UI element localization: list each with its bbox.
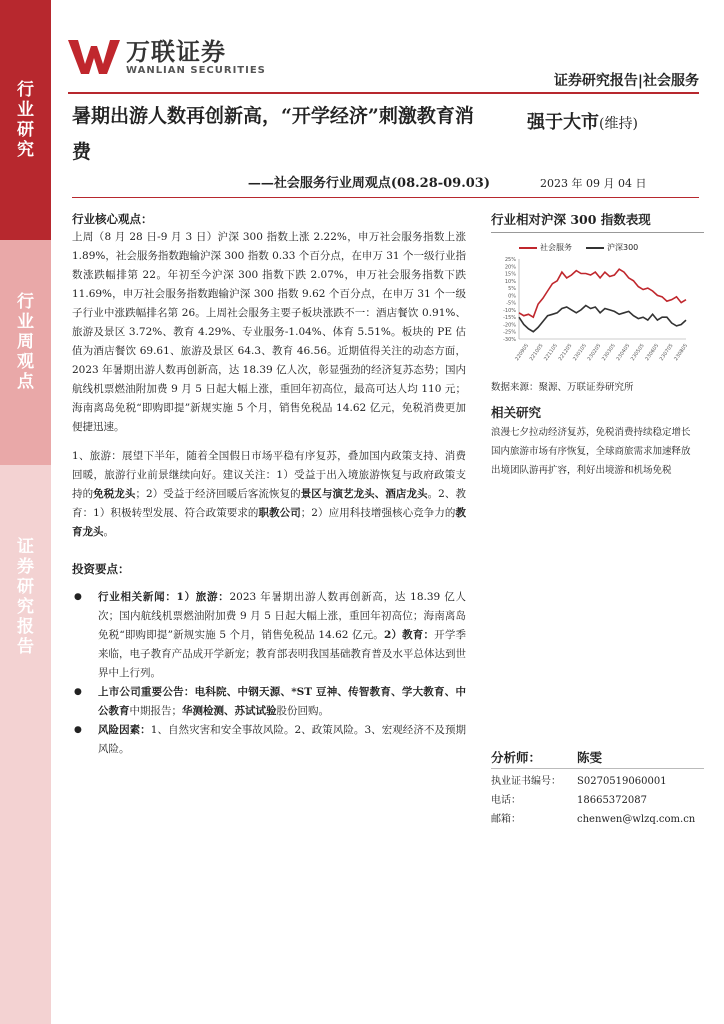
x-tick-label: 221005 xyxy=(528,342,545,362)
sidebar-section-securities-report: 证券研究报告 xyxy=(0,465,51,1024)
cert-number: S0270519060001 xyxy=(577,776,667,787)
x-tick-label: 230805 xyxy=(673,342,690,362)
chart-title: 行业相对沪深 300 指数表现 xyxy=(491,210,704,233)
x-tick-label: 221205 xyxy=(557,342,574,362)
chart-legend xyxy=(519,242,704,253)
cert-label: 执业证书编号： xyxy=(491,776,561,787)
analyst-info xyxy=(491,748,704,826)
related-research-item[interactable]: 国内旅游市场有序恢复，全球商旅需求加速释放 xyxy=(491,446,691,457)
report-subtitle: ——社会服务行业周观点(08.28-09.03) xyxy=(247,176,490,191)
email-address[interactable]: chenwen@wlzq.com.cn xyxy=(577,814,696,825)
x-tick-label: 230405 xyxy=(615,342,632,362)
legend-item: 沪深300 xyxy=(586,242,638,253)
logo-english-name: WANLIAN SECURITIES xyxy=(126,64,266,76)
x-tick-label: 230705 xyxy=(658,342,675,362)
investment-points-list xyxy=(72,588,466,759)
core-view-heading: 行业核心观点： xyxy=(72,212,153,226)
y-tick-label: -10% xyxy=(503,307,516,314)
phone-label: 电话： xyxy=(491,795,521,806)
sidebar-section-industry-research: 行业研究 xyxy=(0,0,51,240)
y-tick-label: -25% xyxy=(503,329,516,336)
rating xyxy=(527,108,638,134)
wanlian-logo-icon xyxy=(68,38,120,76)
related-research-heading: 相关研究 xyxy=(491,405,542,420)
x-tick-label: 230305 xyxy=(600,342,617,362)
analyst-name: 陈雯 xyxy=(577,750,603,765)
report-title: 暑期出游人数再创新高，“开学经济”刺激教育消费 xyxy=(72,105,474,163)
rating-value: 强于大市 xyxy=(527,112,599,133)
related-research-item[interactable]: 出境团队游再扩容，利好出境游和机场免税 xyxy=(491,465,672,476)
related-research-item[interactable]: 浪漫七夕拉动经济复苏，免税消费持续稳定增长 xyxy=(491,427,691,438)
analyst-label: 分析师： xyxy=(491,750,542,765)
x-tick-label: 230105 xyxy=(572,342,588,362)
series-line-沪深300 xyxy=(519,306,686,332)
recommendation-paragraph: 1、旅游：展望下半年，随着全国假日市场平稳有序复苏，叠加国内政策支持、消费回暖，旅游行业前景继续向好。建议关注：1）受益于出入境旅游恢复与政府政策支持的免税龙头；2）受益于经济回暖后客流恢复的景区与演艺龙头、酒店龙头。2、教育：1）积极转型发展、符合政策要求的职教公司；2）应用科技增强核心竞争力的教育龙头。 xyxy=(72,450,467,538)
y-tick-label: 25% xyxy=(504,257,516,263)
company-logo xyxy=(68,38,266,76)
y-tick-label: 10% xyxy=(504,278,516,285)
title-divider xyxy=(72,197,699,198)
x-tick-label: 230205 xyxy=(586,342,603,362)
report-type: 证券研究报告|社会服务 xyxy=(553,73,699,89)
x-tick-label: 230505 xyxy=(629,342,646,362)
data-source: 数据来源：聚源、万联证券研究所 xyxy=(491,382,634,393)
phone-number: 18665372087 xyxy=(577,795,647,806)
sidebar-section-weekly-view: 行业周观点 xyxy=(0,240,51,465)
y-tick-label: -20% xyxy=(503,322,516,329)
y-tick-label: 5% xyxy=(508,286,516,293)
legend-item: 社会服务 xyxy=(519,242,572,253)
y-tick-label: -15% xyxy=(503,315,516,322)
x-tick-label: 221105 xyxy=(543,342,560,362)
related-research xyxy=(491,403,704,480)
list-item: ● 行业相关新闻：1）旅游：2023 年暑期出游人数再创新高，达 18.39 亿人次；国内航线机票燃油附加费 9 月 5 日起大幅上涨，重回年初高位；海南离岛免税“即购即提”新规实施 5 个月，销售免税品 14.62 亿元。2）教育：开学季来临，电子教育产品成开学新宠；教育部表明我国基础教育普及水平总体达到世界中上行列。 xyxy=(72,588,466,683)
investment-points-heading: 投资要点： xyxy=(72,562,130,576)
main-content xyxy=(72,210,466,759)
email-label: 邮箱： xyxy=(491,814,521,825)
y-tick-label: -5% xyxy=(506,300,516,307)
right-panel xyxy=(491,210,704,480)
y-tick-label: -30% xyxy=(503,337,516,343)
x-tick-label: 230605 xyxy=(644,342,661,362)
header-divider xyxy=(68,92,699,94)
y-tick-label: 15% xyxy=(504,271,516,278)
list-item: ● 风险因素：1、自然灾害和安全事故风险。2、政策风险。3、宏观经济不及预期风险。 xyxy=(72,721,466,759)
core-view-paragraph: 上周（8 月 28 日-9 月 3 日）沪深 300 指数上涨 2.22%，申万社会服务指数上涨 1.89%，社会服务指数跑输沪深 300 指数 0.33 个百分点，在申万 31 个一级行业指数涨跌幅排第 22。年初至今沪深 300 指数下跌 2.07%，申万社会服务指数下跌 11.69%，申万社会服务指数跑输沪深 300 指数 9.62 个百分点，在申万 31 个一级子行业中涨跌幅排名第 26。上周社会服务主要子板块涨跌不一：酒店餐饮 0.91%、旅游及景区 3.72%、教育 4.29%、专业服务-1.04%、体育 5.51%。板块的 PE 估值为酒店餐饮 69.61、旅游及景区 64.3、教育 46.56。近期值得关注的动态方面，2023 年暑期出游人数再创新高，达 18.39 亿人次，彰显强劲的经济复苏态势；国内航线机票燃油附加费 9 月 5 日起大幅上涨，重回年初高位，最高可达人均 110 元；海南离岛免税“即购即提”新规实施 5 个月，销售免税品 14.62 亿元，免税消费更加便捷迅速。 xyxy=(72,231,466,433)
rating-status: (维持) xyxy=(599,116,638,132)
y-tick-label: 20% xyxy=(504,264,516,271)
x-tick-label: 220905 xyxy=(514,342,531,362)
report-date: 2023 年 09 月 04 日 xyxy=(540,177,647,190)
y-tick-label: 0% xyxy=(508,293,516,300)
list-item: ● 上市公司重要公告：电科院、中钢天源、*ST 豆神、传智教育、学大教育、中公教育中期报告；华测检测、苏试试验股份回购。 xyxy=(72,683,466,721)
relative-performance-chart xyxy=(491,253,696,375)
logo-chinese-name: 万联证券 xyxy=(126,37,226,66)
